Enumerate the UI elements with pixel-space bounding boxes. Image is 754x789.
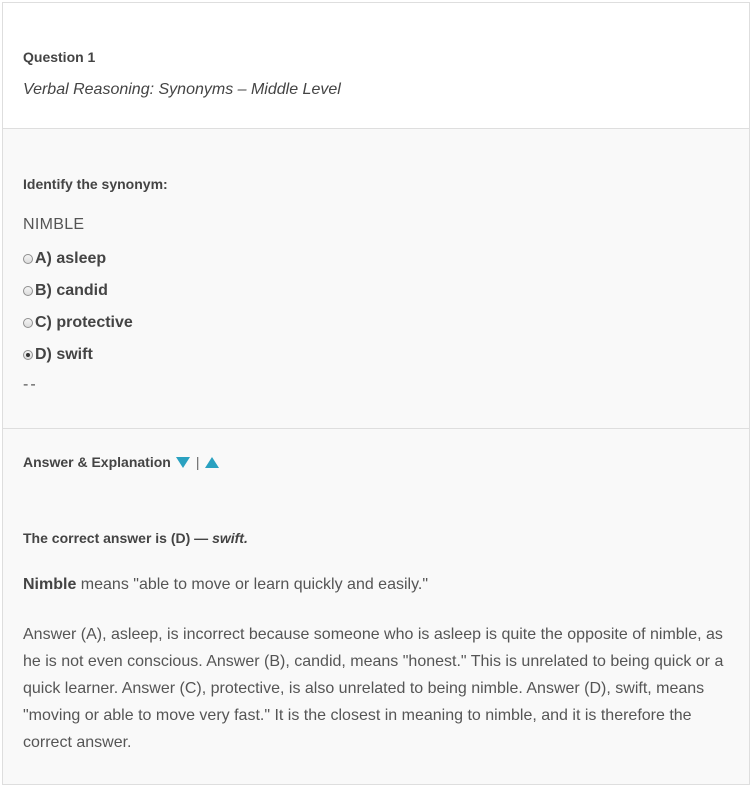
question-header xyxy=(3,3,749,129)
question-subtitle: Verbal Reasoning: Synonyms – Middle Level xyxy=(23,81,341,98)
question-prompt: Identify the synonym: xyxy=(23,176,168,192)
option-b-radio[interactable] xyxy=(23,286,33,296)
answer-placeholder: -- xyxy=(23,376,38,393)
option-a-label: A) asleep xyxy=(35,250,107,267)
question-number: Question 1 xyxy=(23,49,96,65)
definition-term: Nimble xyxy=(23,576,77,593)
option-d[interactable] xyxy=(23,339,749,371)
answer-toggle-row xyxy=(23,453,729,471)
option-d-label: D) swift xyxy=(35,346,93,363)
option-c-radio[interactable] xyxy=(23,318,33,328)
explanation-text: Answer (A), asleep, is incorrect because someone who is asleep is quite the opposite of nimble, as he is not even conscious. Answer (B), candid, means "honest." This is unrelated to being quick or a quick learner. Answer (C), protective, is also unrelated to being nimble. Answer (D), swift, means "moving or able to move very fast." It is the closest in meaning to nimble, and it is therefore the correct answer. xyxy=(23,626,724,751)
answer-section xyxy=(3,429,749,784)
target-word: NIMBLE xyxy=(23,216,85,233)
expand-arrow-icon[interactable] xyxy=(176,457,190,468)
correct-answer-prefix: The correct answer is (D) — xyxy=(23,530,213,546)
question-card xyxy=(2,2,750,785)
option-b-label: B) candid xyxy=(35,282,108,299)
question-body xyxy=(3,129,749,429)
option-c[interactable] xyxy=(23,307,749,339)
answer-options xyxy=(23,243,749,371)
option-a-radio[interactable] xyxy=(23,254,33,264)
answer-toggle-label: Answer & Explanation xyxy=(23,454,171,470)
collapse-arrow-icon[interactable] xyxy=(205,457,219,468)
option-a[interactable] xyxy=(23,243,749,275)
toggle-separator: | xyxy=(195,454,200,470)
option-c-label: C) protective xyxy=(35,314,133,331)
correct-answer-word: swift. xyxy=(212,530,248,546)
option-b[interactable] xyxy=(23,275,749,307)
definition xyxy=(23,575,729,595)
correct-answer xyxy=(23,529,729,547)
option-d-radio[interactable] xyxy=(23,350,33,360)
definition-text: means "able to move or learn quickly and easily." xyxy=(76,576,429,593)
